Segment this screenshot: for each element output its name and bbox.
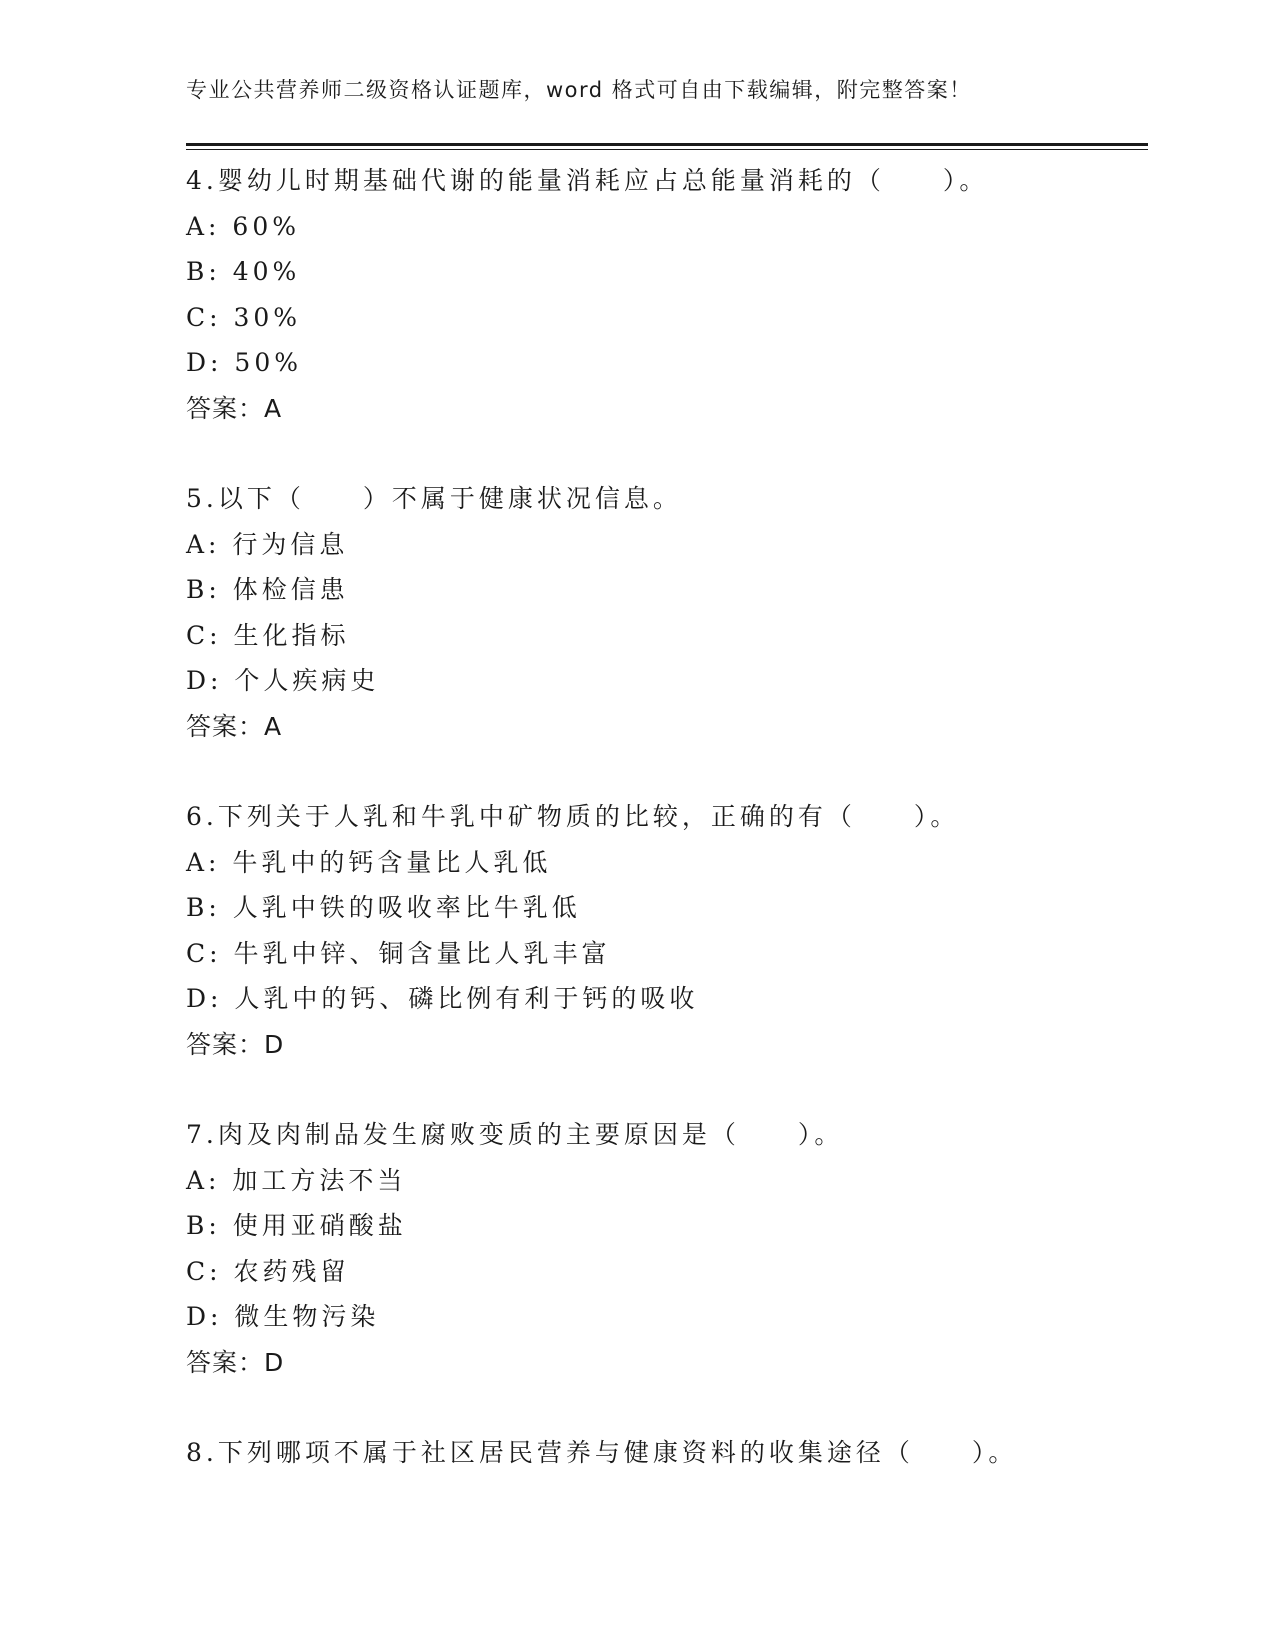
option-c: C: 牛乳中锌、铜含量比人乳丰富	[186, 938, 611, 968]
question-8	[186, 1430, 1148, 1476]
question-list	[186, 158, 1148, 1521]
option-c: C: 农药残留	[186, 1256, 350, 1286]
header-divider-thick	[186, 143, 1148, 146]
answer: 答案：D	[186, 1347, 285, 1377]
question-5	[186, 476, 1148, 749]
question-stem: 8.下列哪项不属于社区居民营养与健康资料的收集途径（ ）。	[186, 1438, 1018, 1467]
option-b: B: 使用亚硝酸盐	[186, 1211, 407, 1240]
option-d: D: 50%	[186, 348, 302, 377]
answer: 答案：A	[186, 711, 283, 741]
answer: 答案：A	[186, 393, 283, 423]
option-c: C: 生化指标	[186, 620, 350, 650]
answer: 答案：D	[186, 1029, 285, 1059]
question-4	[186, 158, 1148, 431]
option-a: A: 60%	[186, 211, 300, 241]
option-d: D: 人乳中的钙、磷比例有利于钙的吸收	[186, 984, 699, 1013]
question-stem: 5.以下（ ）不属于健康状况信息。	[186, 484, 682, 513]
option-b: B: 体检信患	[186, 575, 349, 604]
option-a: A: 加工方法不当	[186, 1165, 407, 1195]
header-divider-thin	[186, 149, 1148, 150]
option-b: B: 40%	[186, 257, 301, 286]
question-stem: 7.肉及肉制品发生腐败变质的主要原因是（ ）。	[186, 1120, 844, 1149]
option-a: A: 牛乳中的钙含量比人乳低	[186, 847, 552, 877]
option-a: A: 行为信息	[186, 529, 349, 559]
option-d: D: 个人疾病史	[186, 666, 380, 695]
question-6	[186, 794, 1148, 1067]
option-d: D: 微生物污染	[186, 1302, 380, 1331]
question-7	[186, 1112, 1148, 1385]
page-header: 专业公共营养师二级资格认证题库，word 格式可自由下载编辑，附完整答案！	[186, 78, 972, 102]
option-c: C: 30%	[186, 302, 302, 332]
question-stem: 6.下列关于人乳和牛乳中矿物质的比较，正确的有（ ）。	[186, 802, 960, 831]
option-b: B: 人乳中铁的吸收率比牛乳低	[186, 893, 581, 922]
question-stem: 4.婴幼儿时期基础代谢的能量消耗应占总能量消耗的（ ）。	[186, 166, 989, 195]
